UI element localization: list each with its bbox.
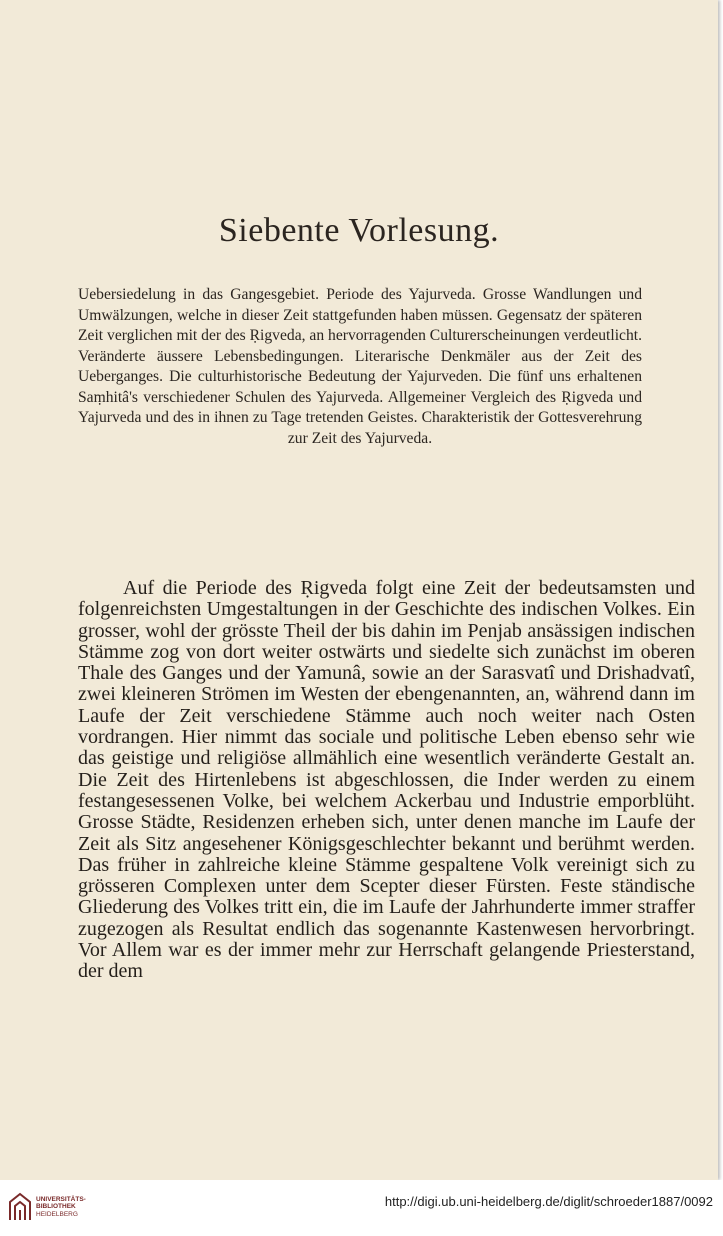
page-url[interactable]: http://digi.ub.uni-heidelberg.de/diglit/schroeder1887/0092 <box>384 1194 713 1209</box>
library-logo-icon <box>8 1192 32 1222</box>
logo-line-3: HEIDELBERG <box>36 1210 78 1218</box>
library-logo-text <box>36 1196 86 1219</box>
library-logo <box>8 1192 86 1222</box>
logo-line-2: BIBLIOTHEK <box>36 1203 76 1211</box>
chapter-summary: Uebersiedelung in das Gangesgebiet. Periode des Yajurveda. Grosse Wandlungen und Umwälzungen, welche in dieser Zeit stattgefunden haben müssen. Gegensatz der späteren Zeit verglichen mit der des Ṛigveda, an hervorragenden Culturerscheinungen verdeutlicht. Veränderte äussere Lebensbedingungen. Literarische Denkmäler aus der Zeit des Ueberganges. Die culturhistorische Bedeutung der Yajurveden. Die fünf uns erhaltenen Saṃhitâ's verschiedener Schulen des Yajurveda. Allgemeiner Vergleich des Ṛigveda und Yajurveda und des in ihnen zu Tage tretenden Geistes. Charakteristik der Gottesverehrung zur Zeit des Yajurveda. <box>78 286 642 447</box>
chapter-title: Siebente Vorlesung. <box>218 212 500 249</box>
logo-line-1: UNIVERSITÄTS- <box>36 1195 86 1203</box>
body-paragraph: Auf die Periode des Ṛigveda folgt eine Zeit der bedeutsamsten und folgenreichsten Umgestaltungen in der Geschichte des indischen Volkes. Ein grosser, wohl der grösste Theil der bis dahin im Penjab ansässigen indischen Stämme zog von dort weiter ostwärts und siedelte sich zunächst im oberen Thale des Ganges und der Yamunâ, sowie an der Sarasvatî und Drishadvatî, zwei kleineren Strömen im Westen der ebengenannten, an, während dann im Laufe der Zeit verschiedene Stämme auch noch weiter nach Osten vordrangen. Hier nimmt das sociale und politische Leben ebenso sehr wie das geistige und religiöse allmählich eine wesentlich veränderte Gestalt an. Die Zeit des Hirtenlebens ist abgeschlossen, die Inder werden zu einem festangesessenen Volke, bei welchem Ackerbau und Industrie emporblüht. Grosse Städte, Residenzen erheben sich, unter denen manche im Laufe der Zeit als Sitz angesehener Königsgeschlechter bekannt und berühmt werden. Das früher in zahlreiche kleine Stämme gespaltene Volk vereinigt sich zu grösseren Complexen unter dem Scepter dieser Fürsten. Feste ständische Gliederung des Volkes tritt ein, die im Laufe der Jahrhunderte immer straffer zugezogen als Resultat endlich das sogenannte Kastenwesen hervorbringt. Vor Allem war es der immer mehr zur Herrschaft gelangende Priesterstand, der dem <box>78 577 695 983</box>
viewer-footer <box>0 1180 723 1236</box>
